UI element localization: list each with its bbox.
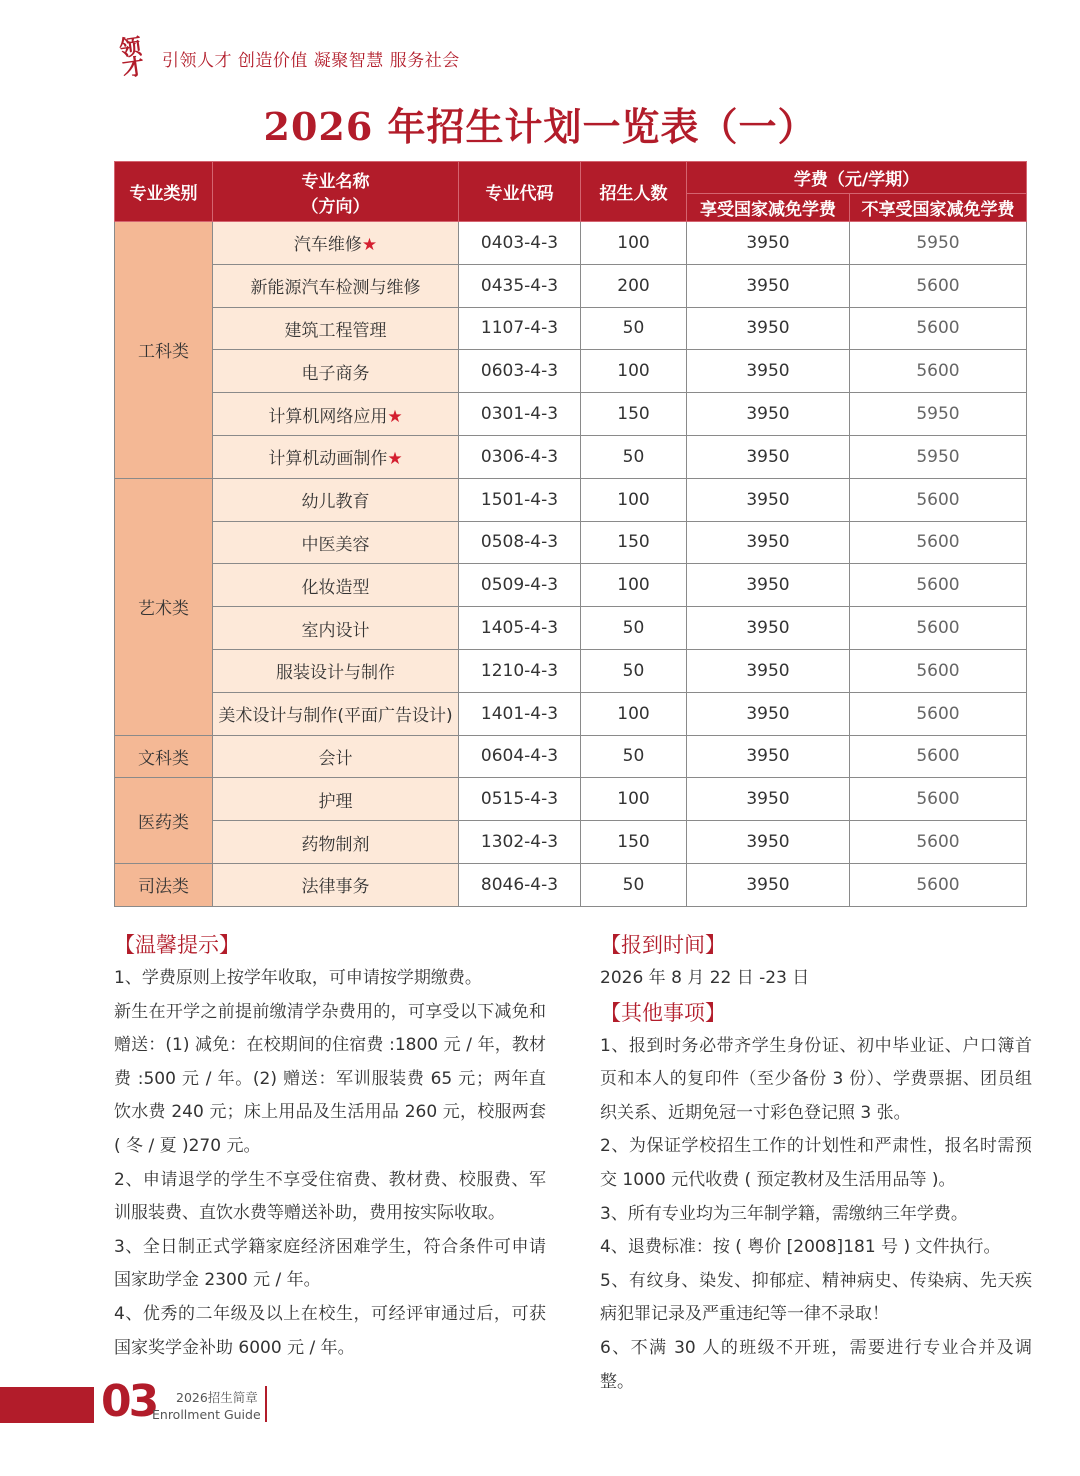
quota-cell: 50 — [581, 863, 687, 906]
fee-without-cell: 5600 — [850, 607, 1027, 650]
major-code-cell: 0604-4-3 — [459, 735, 581, 778]
footer-guide — [152, 1389, 261, 1423]
quota-cell: 50 — [581, 735, 687, 778]
fee-without-cell: 5600 — [850, 307, 1027, 350]
report-date: 2026 年 8 月 22 日 -23 日 — [600, 968, 810, 988]
category-cell: 司法类 — [115, 863, 213, 906]
header-category: 专业类别 — [115, 162, 213, 222]
major-name: 建筑工程管理 — [284, 320, 387, 341]
fee-with-cell: 3950 — [687, 821, 850, 864]
fee-without-cell: 5600 — [850, 735, 1027, 778]
page-title: 2026 年招生计划一览表（一） — [263, 104, 817, 149]
fee-with-cell: 3950 — [687, 607, 850, 650]
table-row — [115, 649, 1027, 692]
other-paragraph-2: 2、为保证学校招生工作的计划性和严肃性，报名时需预交 1000 元代收费 ( 预定教材及生活用品等 )。 — [600, 1136, 1032, 1190]
major-code-cell: 0508-4-3 — [459, 521, 581, 564]
fee-with-cell: 3950 — [687, 692, 850, 735]
fee-with-cell: 3950 — [687, 863, 850, 906]
major-name: 汽车维修 — [293, 235, 362, 256]
table-row — [115, 521, 1027, 564]
fee-without-cell: 5600 — [850, 778, 1027, 821]
major-name: 会计 — [318, 748, 353, 769]
footer-guide-cn: 2026招生简章 — [176, 1390, 258, 1405]
fee-without-cell: 5600 — [850, 692, 1027, 735]
major-name: 法律事务 — [301, 877, 370, 898]
major-name-cell — [213, 863, 459, 906]
category-cell: 医药类 — [115, 778, 213, 864]
fee-without-cell: 5600 — [850, 564, 1027, 607]
fee-without-cell: 5950 — [850, 222, 1027, 265]
fee-without-cell: 5600 — [850, 863, 1027, 906]
quota-cell: 100 — [581, 350, 687, 393]
fee-without-cell: 5950 — [850, 393, 1027, 436]
fee-with-cell: 3950 — [687, 521, 850, 564]
table-row — [115, 735, 1027, 778]
quota-cell: 50 — [581, 435, 687, 478]
major-name-cell — [213, 435, 459, 478]
quota-cell: 100 — [581, 478, 687, 521]
page-header — [117, 33, 460, 83]
category-cell: 工科类 — [115, 222, 213, 479]
major-code-cell: 0403-4-3 — [459, 222, 581, 265]
major-name-cell — [213, 393, 459, 436]
fee-with-cell: 3950 — [687, 649, 850, 692]
quota-cell: 50 — [581, 307, 687, 350]
major-name-cell — [213, 350, 459, 393]
footer-accent-bar — [0, 1387, 94, 1423]
major-code-cell: 1401-4-3 — [459, 692, 581, 735]
major-name: 中医美容 — [301, 534, 370, 555]
major-code-cell: 0306-4-3 — [459, 435, 581, 478]
major-code-cell: 0515-4-3 — [459, 778, 581, 821]
category-cell: 艺术类 — [115, 478, 213, 735]
tips-heading: 【温馨提示】 — [114, 933, 240, 957]
table-row — [115, 350, 1027, 393]
major-code-cell: 1107-4-3 — [459, 307, 581, 350]
fee-without-cell: 5600 — [850, 264, 1027, 307]
major-name: 药物制剂 — [301, 834, 370, 855]
major-code-cell: 8046-4-3 — [459, 863, 581, 906]
table-row — [115, 393, 1027, 436]
other-paragraph-3: 3、所有专业均为三年制学籍，需缴纳三年学费。 — [600, 1203, 968, 1224]
table-row — [115, 607, 1027, 650]
header-quota: 招生人数 — [581, 162, 687, 222]
table-row — [115, 478, 1027, 521]
fee-with-cell: 3950 — [687, 435, 850, 478]
major-name: 护理 — [318, 791, 353, 812]
enrollment-plan-table — [114, 161, 1027, 907]
fee-without-cell: 5600 — [850, 821, 1027, 864]
quota-cell: 50 — [581, 649, 687, 692]
major-code-cell: 0435-4-3 — [459, 264, 581, 307]
major-name-cell — [213, 307, 459, 350]
major-code-cell: 0509-4-3 — [459, 564, 581, 607]
table-body — [115, 222, 1027, 907]
table-row — [115, 264, 1027, 307]
major-name: 美术设计与制作(平面广告设计) — [218, 706, 453, 727]
major-name-cell — [213, 778, 459, 821]
fee-with-cell: 3950 — [687, 478, 850, 521]
category-cell: 文科类 — [115, 735, 213, 778]
major-name: 新能源汽车检测与维修 — [250, 278, 421, 299]
quota-cell: 100 — [581, 778, 687, 821]
tips-paragraph-2: 新生在开学之前提前缴清学杂费用的，可享受以下减免和赠送：(1) 减免：在校期间的住宿费 :1800 元 / 年，教材费 :500 元 / 年。(2) 赠送：军训服装费 65 元；两年直饮水费 240 元；床上用品及生活用品 260 元，校服两套 ( 冬 / 夏 )270 元。 — [114, 1001, 546, 1156]
header-fee-with: 享受国家减免学费 — [687, 194, 850, 222]
major-name-cell — [213, 564, 459, 607]
major-name: 计算机网络应用 — [268, 406, 388, 427]
footer-divider — [265, 1386, 267, 1422]
fee-with-cell: 3950 — [687, 393, 850, 436]
other-paragraph-4: 4、退费标准：按 ( 粤价 [2008]181 号 ) 文件执行。 — [600, 1237, 1001, 1258]
header-fee-group: 学费（元/学期） — [687, 162, 1027, 194]
table-row — [115, 821, 1027, 864]
quota-cell: 150 — [581, 821, 687, 864]
major-name-cell — [213, 735, 459, 778]
table-row — [115, 435, 1027, 478]
major-name-cell — [213, 821, 459, 864]
major-name-cell — [213, 222, 459, 265]
school-logo: 领才 — [117, 33, 147, 83]
header-code: 专业代码 — [459, 162, 581, 222]
table-row — [115, 307, 1027, 350]
quota-cell: 150 — [581, 521, 687, 564]
quota-cell: 200 — [581, 264, 687, 307]
fee-with-cell: 3950 — [687, 222, 850, 265]
major-name-cell — [213, 264, 459, 307]
quota-cell: 50 — [581, 607, 687, 650]
report-heading: 【报到时间】 — [600, 933, 726, 957]
major-code-cell: 1302-4-3 — [459, 821, 581, 864]
header-name-line1: 专业名称 — [301, 171, 370, 192]
fee-with-cell: 3950 — [687, 350, 850, 393]
slogan: 引领人才 创造价值 凝聚智慧 服务社会 — [162, 50, 460, 71]
major-name: 服装设计与制作 — [276, 663, 395, 684]
featured-star-icon: ★ — [361, 235, 378, 256]
fee-with-cell: 3950 — [687, 564, 850, 607]
featured-star-icon: ★ — [387, 406, 403, 427]
major-name: 电子商务 — [301, 363, 370, 384]
fee-without-cell: 5950 — [850, 435, 1027, 478]
fee-with-cell: 3950 — [687, 264, 850, 307]
other-paragraph-5: 5、有纹身、染发、抑郁症、精神病史、传染病、先天疾病犯罪记录及严重违纪等一律不录取！ — [600, 1270, 1032, 1325]
major-code-cell: 0301-4-3 — [459, 393, 581, 436]
report-section — [600, 928, 1032, 1399]
tips-paragraph-4: 3、全日制正式学籍家庭经济困难学生，符合条件可申请国家助学金 2300 元 / 年。 — [114, 1236, 546, 1291]
major-name: 计算机动画制作 — [268, 449, 388, 470]
major-name-cell — [213, 649, 459, 692]
tips-paragraph-5: 4、优秀的二年级及以上在校生，可经评审通过后，可获国家奖学金补助 6000 元 / 年。 — [114, 1303, 546, 1358]
major-code-cell: 1405-4-3 — [459, 607, 581, 650]
quota-cell: 100 — [581, 564, 687, 607]
fee-with-cell: 3950 — [687, 778, 850, 821]
major-name: 室内设计 — [301, 620, 370, 641]
major-code-cell: 1501-4-3 — [459, 478, 581, 521]
table-row — [115, 778, 1027, 821]
header-name — [213, 162, 459, 222]
quota-cell: 150 — [581, 393, 687, 436]
tips-paragraph-3: 2、申请退学的学生不享受住宿费、教材费、校服费、军训服装费、直饮水费等赠送补助，费用按实际收取。 — [114, 1169, 546, 1224]
other-paragraph-6: 6、不满 30 人的班级不开班，需要进行专业合并及调整。 — [600, 1337, 1032, 1392]
table-row — [115, 222, 1027, 265]
header-fee-without: 不享受国家减免学费 — [850, 194, 1027, 222]
quota-cell: 100 — [581, 222, 687, 265]
major-code-cell: 0603-4-3 — [459, 350, 581, 393]
fee-with-cell: 3950 — [687, 735, 850, 778]
fee-without-cell: 5600 — [850, 649, 1027, 692]
other-paragraph-1: 1、报到时务必带齐学生身份证、初中毕业证、户口簿首页和本人的复印件（至少备份 3 份）、学费票据、团员组织关系、近期免冠一寸彩色登记照 3 张。 — [600, 1035, 1032, 1123]
major-name-cell — [213, 478, 459, 521]
table-row — [115, 863, 1027, 906]
footer-guide-en: Enrollment Guide — [152, 1407, 261, 1422]
major-code-cell: 1210-4-3 — [459, 649, 581, 692]
other-heading: 【其他事项】 — [600, 1000, 726, 1025]
major-name-cell — [213, 521, 459, 564]
header-name-line2: （方向） — [301, 196, 370, 217]
major-name: 化妆造型 — [301, 577, 370, 598]
fee-without-cell: 5600 — [850, 521, 1027, 564]
table-row — [115, 564, 1027, 607]
major-name: 幼儿教育 — [301, 492, 370, 513]
table-row — [115, 692, 1027, 735]
major-name-cell — [213, 692, 459, 735]
tips-paragraph-1: 1、学费原则上按学年收取，可申请按学期缴费。 — [114, 968, 482, 988]
fee-without-cell: 5600 — [850, 478, 1027, 521]
quota-cell: 100 — [581, 692, 687, 735]
tips-section — [114, 928, 546, 1365]
featured-star-icon: ★ — [387, 449, 403, 470]
major-name-cell — [213, 607, 459, 650]
fee-without-cell: 5600 — [850, 350, 1027, 393]
page-number: 03 — [101, 1376, 157, 1427]
fee-with-cell: 3950 — [687, 307, 850, 350]
